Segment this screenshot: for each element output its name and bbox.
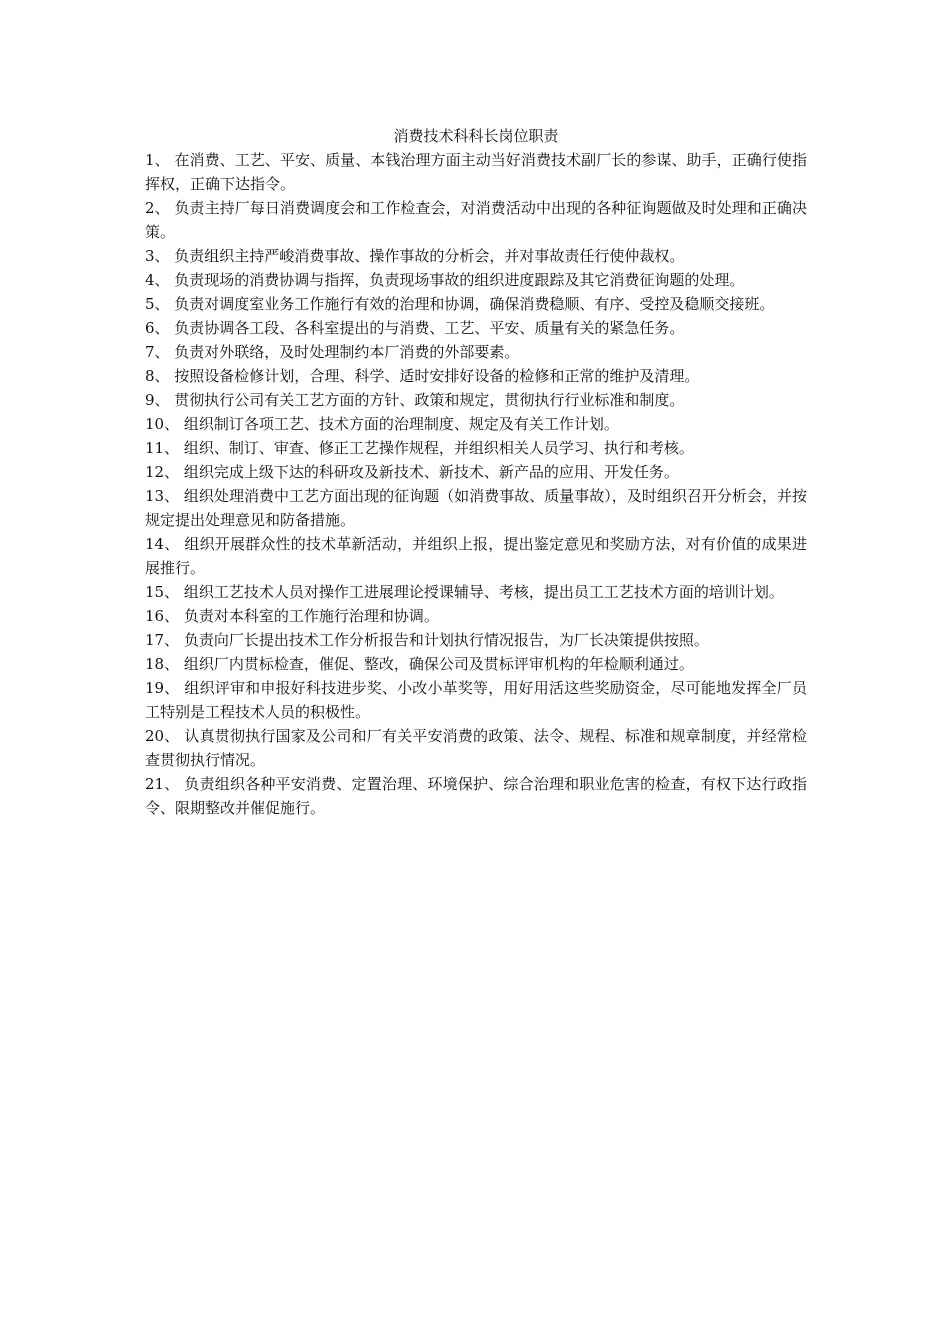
document-body <box>145 124 807 820</box>
duty-item: 10、 组织制订各项工艺、技术方面的治理制度、规定及有关工作计划。 <box>145 415 619 433</box>
duty-item: 6、 负责协调各工段、各科室提出的与消费、工艺、平安、质量有关的紧急任务。 <box>145 319 685 337</box>
duty-item: 2、 负责主持厂每日消费调度会和工作检查会，对消费活动中出现的各种征询题做及时处理和正确决策。 <box>145 199 807 241</box>
duty-item: 8、 按照设备检修计划，合理、科学、适时安排好设备的检修和正常的维护及清理。 <box>145 367 700 385</box>
duty-item: 21、 负责组织各种平安消费、定置治理、环境保护、综合治理和职业危害的检查，有权下达行政指令、限期整改并催促施行。 <box>145 775 807 817</box>
duty-item: 12、 组织完成上级下达的科研攻及新技术、新技术、新产品的应用、开发任务。 <box>145 463 679 481</box>
duty-item: 16、 负责对本科室的工作施行治理和协调。 <box>145 607 439 625</box>
duty-item: 18、 组织厂内贯标检查，催促、整改，确保公司及贯标评审机构的年检顺利通过。 <box>145 655 694 673</box>
duty-item: 11、 组织、制订、审查、修正工艺操作规程，并组织相关人员学习、执行和考核。 <box>145 439 694 457</box>
duty-item: 1、 在消费、工艺、平安、质量、本钱治理方面主动当好消费技术副厂长的参谋、助手，正确行使指挥权，正确下达指令。 <box>145 151 807 193</box>
duty-item: 13、 组织处理消费中工艺方面出现的征询题（如消费事故、质量事故），及时组织召开分析会，并按规定提出处理意见和防备措施。 <box>145 487 807 529</box>
duty-item: 19、 组织评审和申报好科技进步奖、小改小革奖等，用好用活这些奖励资金，尽可能地发挥全厂员工特别是工程技术人员的积极性。 <box>145 679 807 721</box>
duty-item: 7、 负责对外联络，及时处理制约本厂消费的外部要素。 <box>145 343 520 361</box>
duty-item: 15、 组织工艺技术人员对操作工进展理论授课辅导、考核，提出员工工艺技术方面的培训计划。 <box>145 583 784 601</box>
duty-item: 20、 认真贯彻执行国家及公司和厂有关平安消费的政策、法令、规程、标准和规章制度，并经常检查贯彻执行情况。 <box>145 727 807 769</box>
duty-item: 5、 负责对调度室业务工作施行有效的治理和协调，确保消费稳顺、有序、受控及稳顺交接班。 <box>145 295 775 313</box>
duty-list <box>145 148 807 820</box>
duty-item: 17、 负责向厂长提出技术工作分析报告和计划执行情况报告，为厂长决策提供按照。 <box>145 631 709 649</box>
duty-item: 14、 组织开展群众性的技术革新活动，并组织上报，提出鉴定意见和奖励方法，对有价值的成果进展推行。 <box>145 535 807 577</box>
duty-item: 9、 贯彻执行公司有关工艺方面的方针、政策和规定，贯彻执行行业标准和制度。 <box>145 391 685 409</box>
duty-item: 3、 负责组织主持严峻消费事故、操作事故的分析会，并对事故责任行使仲裁权。 <box>145 247 685 265</box>
document-title: 消费技术科科长岗位职责 <box>393 127 559 145</box>
duty-item: 4、 负责现场的消费协调与指挥，负责现场事故的组织进度跟踪及其它消费征询题的处理。 <box>145 271 745 289</box>
